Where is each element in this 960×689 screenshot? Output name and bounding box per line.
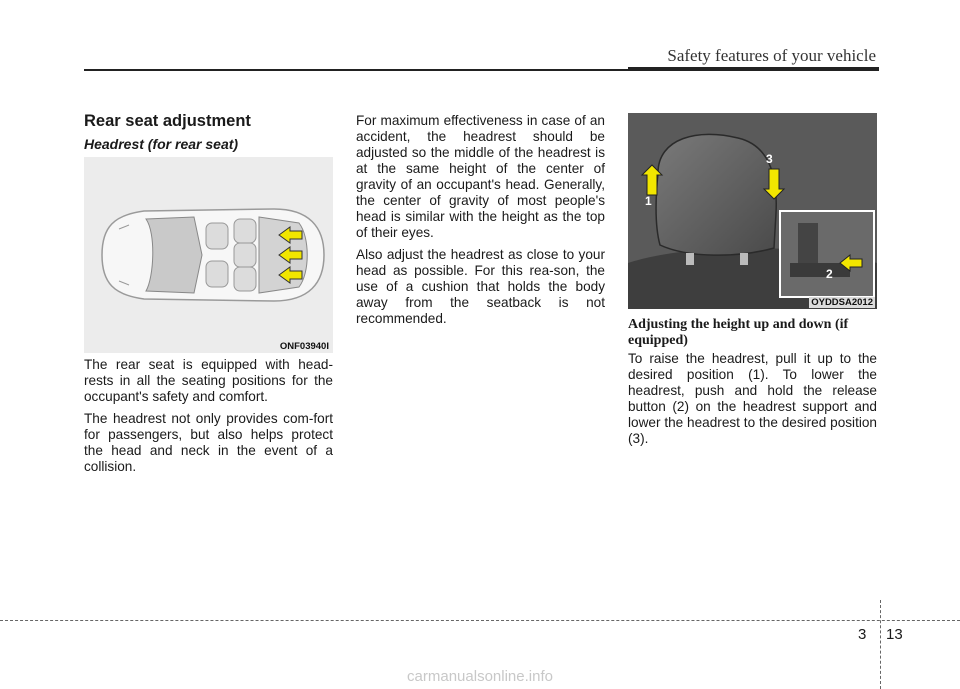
- paragraph: For maximum effectiveness in case of an accident, the headrest should be adjusted so the middle of the headrest is at the same height of the center of gravity of an occupant's head. Generally, the center of gravity of most people's head is similar with the height as the top of their eyes.: [356, 113, 605, 240]
- label-2: 2: [826, 267, 833, 281]
- paragraph: To raise the headrest, pull it up to the desired position (1). To lower the headrest, push and hold the release button (2) on the headrest support and lower the headrest to the desired position (3).: [628, 351, 877, 446]
- section-title: Rear seat adjustment: [84, 112, 251, 130]
- car-top-view-figure: [84, 157, 333, 353]
- label-1: 1: [645, 194, 652, 208]
- paragraph: The rear seat is equipped with head-rests in all the seating positions for the occupant's safety and comfort.: [84, 357, 333, 404]
- label-3: 3: [766, 152, 773, 166]
- page-number: 13: [886, 626, 903, 643]
- paragraph: The headrest not only provides com-fort for passengers, but also helps protect the head and neck in the event of a collision.: [84, 411, 333, 474]
- subsection-title: Headrest (for rear seat): [84, 136, 239, 152]
- figure-code: ONF03940I: [279, 341, 329, 352]
- headrest-adjustment-figure: [628, 113, 877, 309]
- column-2-text: [356, 113, 605, 333]
- paragraph: Also adjust the headrest as close to your head as possible. For this rea-son, the use of a cushion that holds the body away from the seatback is not recommended.: [356, 247, 605, 326]
- column-3-text: [628, 351, 877, 453]
- column-1-text: [84, 357, 333, 481]
- chapter-number: 3: [858, 626, 867, 643]
- adjusting-heading: Adjusting the height up and down (if equipped): [628, 317, 849, 348]
- footer-rule: [0, 620, 960, 621]
- inset-detail: [780, 211, 874, 297]
- header-title: Safety features of your vehicle: [667, 46, 876, 65]
- headrest-illustration: [628, 113, 877, 309]
- figure-code: OYDDSA2012: [811, 297, 873, 308]
- car-top-view-illustration: [84, 157, 333, 353]
- watermark: carmanualsonline.info: [407, 668, 553, 685]
- header-rule-accent: [628, 67, 879, 71]
